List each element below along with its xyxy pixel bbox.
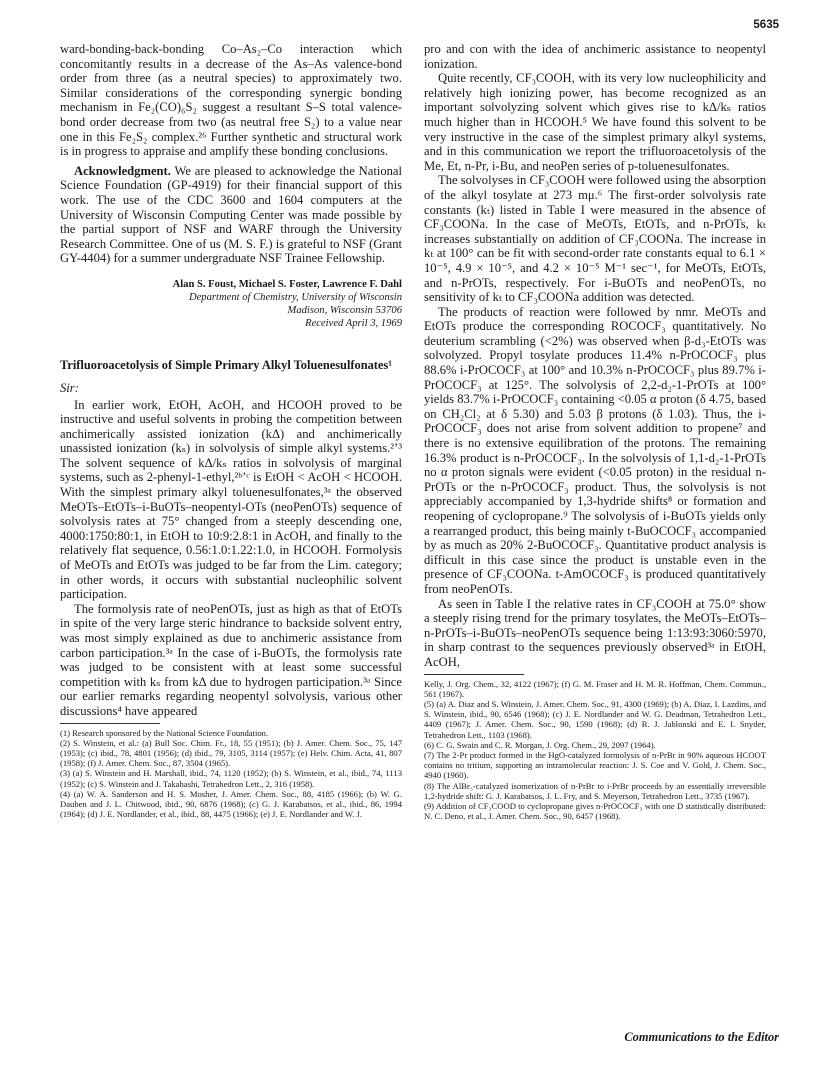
footnote-rule <box>424 674 524 675</box>
continued-paragraph: ward-bonding-back-bonding Co–As₂–Co interaction which concomitantly results in a decrease of the As–As valence-bond order from three (as a neutral species) to approximately two. Similar considerations of the corresponding synergic bonding mechanism in Fe₂(CO)₆S₂ suggest a resultant S–S total valence-bond order decrease from two (as neutral free S₂) to a value near one in this Fe₂S₂ complex.²⁶ Further synthetic and structural work is in progress to appraise and amplify these bonding conclusions. <box>60 42 402 159</box>
affiliation-line-1: Department of Chemistry, University of Wisconsin <box>188 291 402 303</box>
footnote: (7) The 2-Pr product formed in the HgO-catalyzed formolysis of n-PrBr in 90% aqueous HCOOT contains no tritium, supporting an intramolecular reaction: J. S. Coe and V. Gold, J. Chem. Soc., 4940 (1960). <box>424 749 766 781</box>
author-names: Alan S. Foust, Michael S. Foster, Lawrence F. Dahl <box>172 278 402 290</box>
footnote: (5) (a) A. Diaz and S. Winstein, J. Amer. Chem. Soc., 91, 4300 (1969); (b) A. Diaz, I. Lazdins, and S. Winstein, ibid., 90, 6546 (1968); (c) J. E. Nordlander and W. G. Deadman, Tetrahedron Lett., 4409 (1967); J. Amer. Chem. Soc., 90, 1590 (1968); (d) R. J. Jablonski and E. I. Snyder, Tetrahedron Lett., 1103 (1968). <box>424 698 766 740</box>
body-paragraph: pro and con with the idea of anchimeric assistance to neopentyl ionization. <box>424 42 766 71</box>
footnote: (6) C. G. Swain and C. R. Morgan, J. Org. Chem., 29, 2097 (1964). <box>424 739 656 750</box>
footnote-rule <box>60 723 160 724</box>
left-column <box>60 42 402 819</box>
footnote: (2) S. Winstein, et al.: (a) Bull Soc. Chim. Fr., 18, 55 (1951); (b) J. Amer. Chem. Soc., 75, 147 (1953); (c) ibid., 78, 4801 (1956); (d) ibid., 79, 3105, 3114 (1957); (e) Helv. Chim. Acta, 41, 807 (1958); (f) J. Amer. Chem. Soc., 87, 3504 (1965). <box>60 737 402 769</box>
acknowledgment-heading: Acknowledgment. <box>74 163 171 178</box>
footnote: Kelly, J. Org. Chem., 32, 4122 (1967); (f) G. M. Fraser and H. M. R. Hoffman, Chem. Commun., 561 (1967). <box>424 678 766 699</box>
section-footer: Communications to the Editor <box>624 1030 779 1044</box>
article-title: Trifluoroacetolysis of Simple Primary Alkyl Toluenesulfonates¹ <box>60 357 392 372</box>
salutation: Sir: <box>60 380 79 395</box>
footnote: (4) (a) W. A. Sanderson and H. S. Mosher, J. Amer. Chem. Soc., 88, 4185 (1966); (b) W. G. Dauben and J. L. Chitwood, ibid., 90, 6876 (1968); (c) G. J. Karabatsos, et al., ibid., 86, 1994 (1964); (d) J. E. Nordlander, et al., ibid., 88, 4475 (1966); (e) J. E. Nordlander and W. J. <box>60 788 402 820</box>
body-paragraph: The products of reaction were followed by nmr. MeOTs and EtOTs produce the corresponding ROCOCF₃ quantitatively. No deuterium scrambling (<2%) was observed when β-d₃-EtOTs was solvolyzed. Propyl tosylate produces 11.4% n-PrOCOCF₃ plus 88.6% i-PrOCOCF₃ at 100° and 10.3% n-PrOCOCF₃ plus 89.7% i-PrOCOCF₃ at 125°. The solvolysis of 2,2-d₂-1-PrOTs at 100° yields 83.7% i-PrOCOCF₃ containing <0.05 α proton (δ 4.75, based on CH₂Cl₂ at δ 5.30) and 5.03 β protons (δ 1.03). Thus, the i-PrOCOCF₃ does not arise from solvent addition to propene⁷ and there is no extensive equilibration of the protons. The remaining 16.3% product is n-PrOCOCF₃. In the solvolysis of 1,1-d₂-1-PrOTs no α proton signals were evident (<0.05 proton) in the residual n-PrOTs or the n-PrOCOCF₃ product. Thus, the solvolysis is not appreciably accompanied by 1,3-hydride shifts⁸ or formation and reopening of cyclopropane.⁹ The solvolysis of i-BuOTs yields only a rearranged product, this being mainly t-BuOCOCF₃ accompanied by as much as 20% 2-BuOCOCF₃. Quantitative product analysis is difficult in this case since the product is unstable even in the presence of CF₃COONa. t-AmOCOCF₃ is produced quantitatively from neoPenOTs. <box>424 304 766 596</box>
footnote: (1) Research sponsored by the National Science Foundation. <box>60 727 269 738</box>
footnote: (9) Addition of CF₃COOD to cyclopropane gives n-PrOCOCF₃ with one D statistically distributed: N. C. Deno, et al., J. Amer. Chem. Soc., 90, 6457 (1968). <box>424 800 766 822</box>
acknowledgment-text: We are pleased to acknowledge the National Science Foundation (GP-4919) for their financial support of this work. The use of the CDC 3600 and 1604 computers at the University of Wisconsin Computing Center was made possible by the partial support of NSF and WARF through the University Research Committee. One of us (M. S. F.) is grateful to NSF (Grant GY-4404) for a summer undergraduate NSF Trainee Fellowship. <box>60 163 402 266</box>
author-block <box>60 278 402 330</box>
right-column <box>424 42 766 821</box>
acknowledgment <box>60 164 402 266</box>
footnote: (3) (a) S. Winstein and H. Marshall, ibid., 74, 1120 (1952); (b) S. Winstein, et al., ibid., 74, 1113 (1952); (c) S. Winstein and J. Takahashi, Tetrahedron Lett., 2, 316 (1958). <box>60 768 402 789</box>
page-number: 5635 <box>753 19 779 31</box>
footnote: (8) The AlBr₃-catalyzed isomerization of n-PrBr to i-PrBr proceeds by an essentially irreversible 1,2-hydride shift: G. J. Karabatsos, J. L. Fry, and S. Meyerson, Tetrahedron Lett., 3735 (1967). <box>424 780 766 801</box>
body-paragraph: In earlier work, EtOH, AcOH, and HCOOH proved to be instructive and useful solvents in probing the competition between anchimerically assisted ionization (kΔ) and anchimerically unassisted ionization (kₛ) in solvolysis of simple alkyl systems.²ʼ³ The solvent sequence of kΔ/kₛ ratios in solvolysis of marginal systems, such as 2-phenyl-1-ethyl,²ᵇʼᶜ is EtOH < AcOH < HCOOH. With the simplest primary alkyl toluenesulfonates,³ᵃ the observed MeOTs–EtOTs–i-BuOTs–neopentyl-OTs (neoPenOTs) sequence of solvolysis rates at 75° changed from a steeply descending one, 4000:1750:80:1, in EtOH to 10:9:2.8:1 in AcOH, and finally to the relatively flat sequence, 0.56:1.0:1.22:1.0, in HCOOH. Formolysis of MeOTs and EtOTs was judged to be far from the Lim. category; in other words, it occurs with substantial nucleophilic solvent participation. <box>60 397 402 602</box>
affiliation-line-2: Madison, Wisconsin 53706 <box>287 304 402 316</box>
received-date: Received April 3, 1969 <box>305 317 402 329</box>
body-paragraph: As seen in Table I the relative rates in CF₃COOH at 75.0° show a steeply rising trend for the primary tosylates, the MeOTs–EtOTs–n-PrOTs–i-BuOTs–neoPenOTs sequence being 1:13:93:3060:5970, in sharp contrast to the sequences previously observed³ᵃ in EtOH, AcOH, <box>424 596 766 669</box>
body-paragraph: Quite recently, CF₃COOH, with its very low nucleophilicity and relatively high ionizing power, has become recognized as an important solvolyzing solvent which gives rise to kΔ/kₛ ratios much higher than in HCOOH.⁵ We have found this solvent to be very instructive in the case of the simplest primary alkyl systems, and in this communication we report the trifluoroacetolysis of the Me, Et, n-Pr, i-Bu, and neoPen series of p-toluenesulfonates. <box>424 71 766 173</box>
body-paragraph: The solvolyses in CF₃COOH were followed using the absorption of the alkyl tosylate at 273 mμ.⁶ The first-order solvolysis rate constants (kₜ) listed in Table I were measured in the absence of CF₃COONa. In the case of MeOTs, EtOTs, and n-PrOTs, kₜ increases substantially on addition of CF₃COONa. The increase in kₜ at 100° can be fit with second-order rate constants equal to 6.1 × 10⁻⁵, 4.9 × 10⁻⁵, and 4.2 × 10⁻⁵ M⁻¹ sec⁻¹, for MeOTs, EtOTs, and n-PrOTs, respectively. For i-BuOTs and neoPenOTs, no sensitivity of kₜ to CF₃COONa addition was detected. <box>424 173 766 305</box>
body-paragraph: The formolysis rate of neoPenOTs, just as high as that of EtOTs in spite of the very large steric hindrance to backside solvent entry, was most simply explained as due to anchimeric assistance from carbon participation.³ᵃ In the case of i-BuOTs, the formolysis rate was judged to be consistent with at least some successful competition with kₛ from kΔ due to hydrogen participation.³ᵃ Since our earlier remarks regarding neopentyl solvolysis, various other discussions⁴ have appeared <box>60 601 402 718</box>
